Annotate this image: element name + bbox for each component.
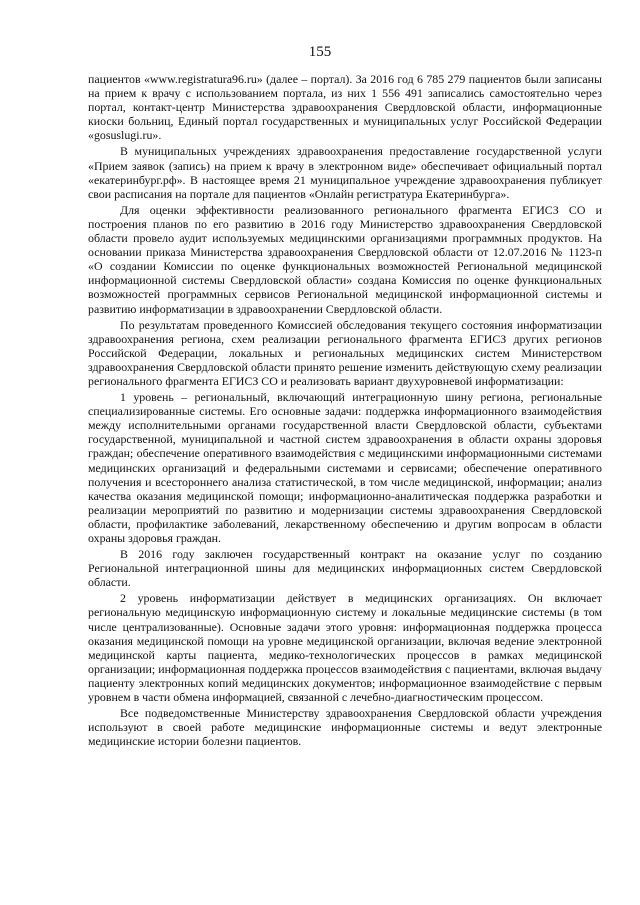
paragraph-subordinate-institutions: Все подведомственные Министерству здравоохранения Свердловской области учреждения используют в своей работе медицинские информационные системы и ведут электронные медицинские истории болезни пациентов. [88, 706, 602, 749]
paragraph-contract: В 2016 году заключен государственный контракт на оказание услуг по созданию Региональной интеграционной шины для медицинских информационных систем Свердловской области. [88, 547, 602, 590]
paragraph-municipal-service: В муниципальных учреждениях здравоохранения предоставление государственной услуги «Прием заявок (запись) на прием к врачу в электронном виде» обеспечивает официальный портал «екатеринбург.рф». В настоящее время 21 муниципальное учреждение здравоохранения публикует свои расписания на портале для пациентов «Онлайн регистратура Екатеринбурга». [88, 144, 602, 201]
page-number: 155 [308, 44, 332, 60]
paragraph-commission-results: По результатам проведенного Комиссией обследования текущего состояния информатизации здравоохранения региона, схем реализации регионального фрагмента ЕГИСЗ других регионов Российской Федерации, локальных и региональных медицинских систем Министерством здравоохранения Свердловской области принято решение изменить действующую схему реализации регионального фрагмента ЕГИСЗ СО и реализовать вариант двухуровневой информатизации: [88, 317, 602, 388]
paragraph-audit: Для оценки эффективности реализованного регионального фрагмента ЕГИСЗ СО и построения планов по его развитию в 2016 году Министерство здравоохранения Свердловской области провело аудит используемых медицинскими организациями программных продуктов. На основании приказа Министерства здравоохранения Свердловской области от 12.07.2016 № 1123-п «О создании Комиссии по оценке функциональных возможностей Региональной медицинской информационной системы Свердловской области» создана Комиссия по оценке функциональных возможностей программных сервисов Региональной медицинской информационной системы и развитию информатизации в здравоохранении Свердловской области. [88, 202, 602, 316]
body-text [88, 72, 602, 750]
paragraph-level-1: 1 уровень – региональный, включающий интеграционную шину региона, региональные специализированные системы. Его основные задачи: поддержка информационного взаимодействия между исполнительными органами государственной власти Свердловской области, субъектами государственной, муниципальной и частной систем здравоохранения в области охраны здоровья граждан; обеспечение оперативного взаимодействия с медицинскими информационными системами медицинских организаций и федеральными системами и сервисами; обеспечение оперативного получения и всестороннего анализа статистической, в том числе медицинской, информации; анализ качества оказания медицинской помощи; информационно-аналитическая поддержка разработки и реализации мероприятий по развитию и модернизации системы здравоохранения Свердловской области, профилактике заболеваний, лекарственному обеспечению и другим вопросам в области охраны здоровья граждан. [88, 390, 602, 545]
paragraph-portal-statistics: пациентов «www.registratura96.ru» (далее – портал). За 2016 год 6 785 279 пациентов были записаны на прием к врачу с использованием портала, из них 1 556 491 записались самостоятельно через портал, контакт-центр Министерства здравоохранения Свердловской области, информационные киоски больниц, Единый портал государственных и муниципальных услуг Российской Федерации «gosuslugi.ru». [88, 72, 602, 143]
paragraph-level-2: 2 уровень информатизации действует в медицинских организациях. Он включает региональную медицинскую информационную систему и локальные медицинские системы (в том числе централизованные). Основные задачи этого уровня: информационная поддержка процесса оказания медицинской помощи на уровне медицинской организации, включая ведение электронной медицинской карты пациента, медико-технологических процессов в рамках медицинской организации; информационная поддержка процессов взаимодействия с пациентами, включая выдачу пациенту электронных копий медицинских документов; информационное взаимодействие с первым уровнем в части обмена информацией, связанной с лечебно-диагностическим процессом. [88, 591, 602, 705]
